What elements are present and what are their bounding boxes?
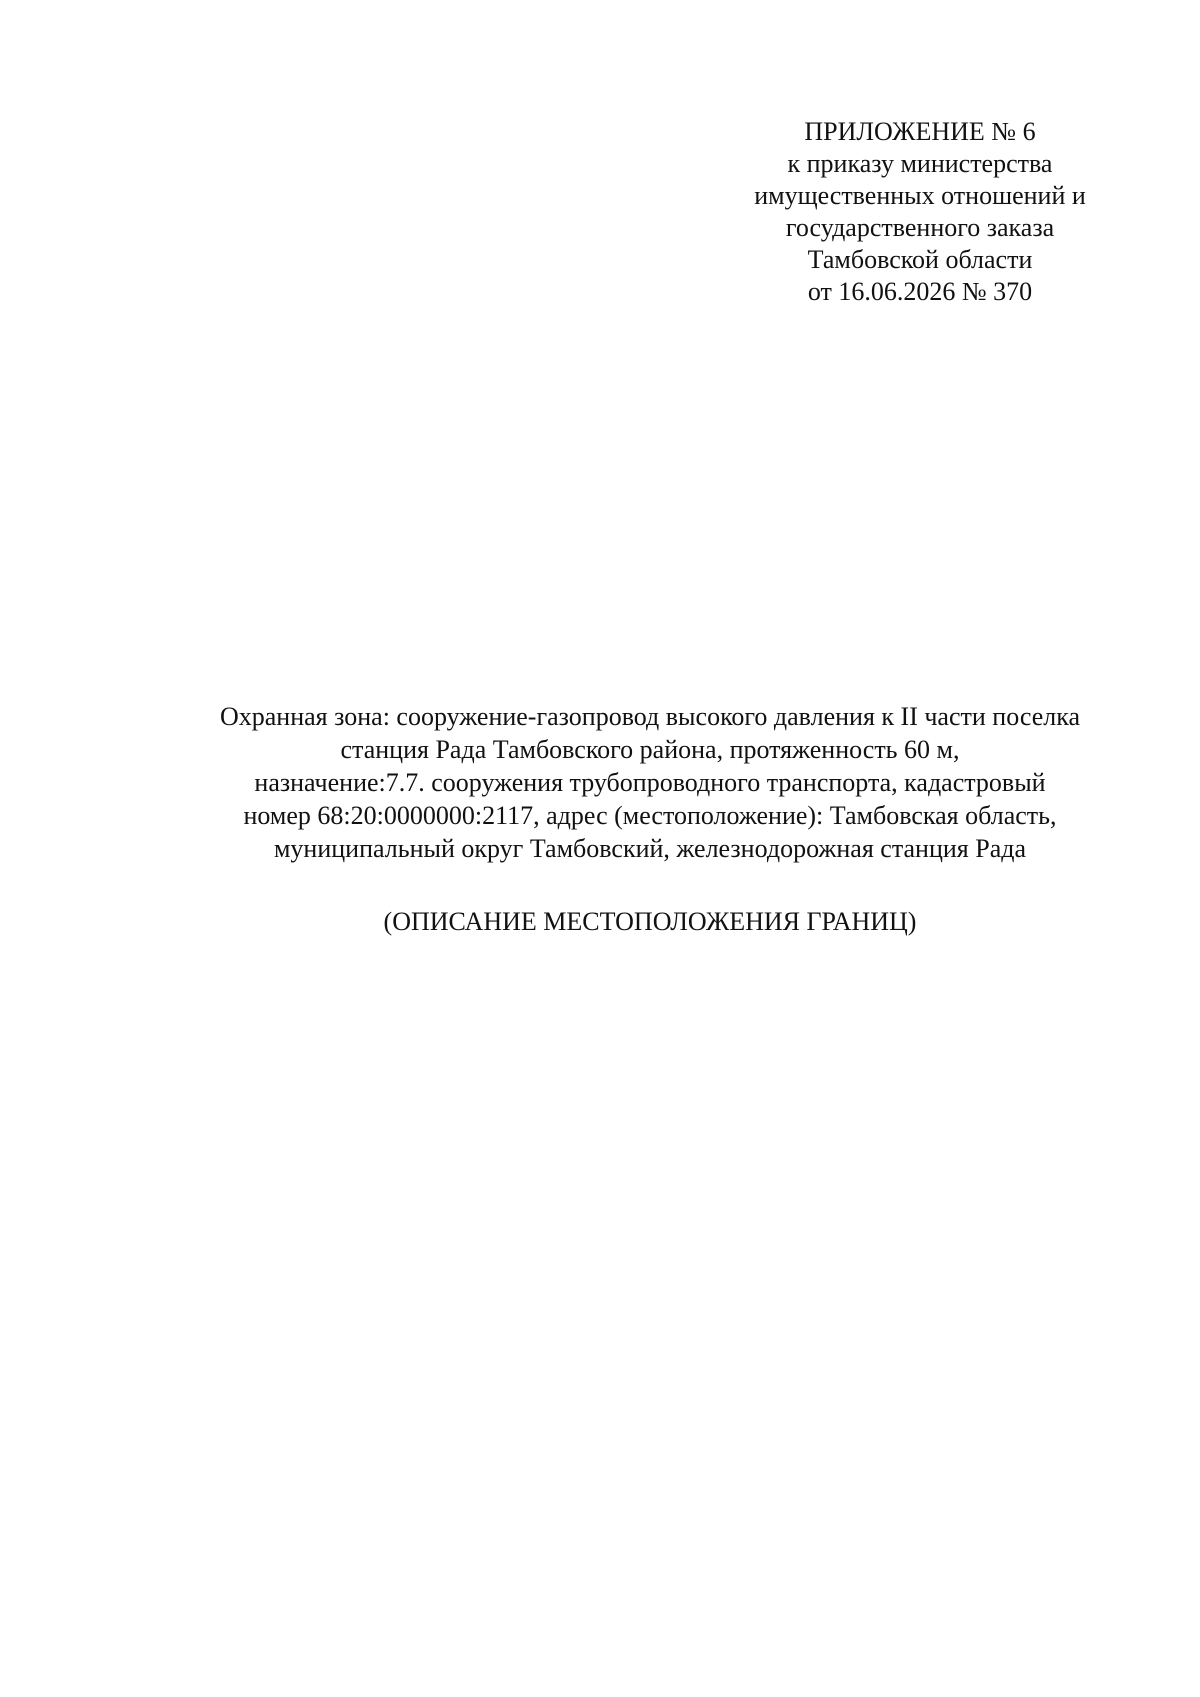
appendix-region: Тамбовской области (807, 245, 1033, 274)
description-line: Охранная зона: сооружение-газопровод высокого давления к II части поселка (219, 702, 1080, 731)
appendix-order-date-number: от 16.06.2026 № 370 (807, 277, 1033, 306)
appendix-ministry-line-2: государственного заказа (785, 213, 1055, 242)
description-line: муниципальный округ Тамбовский, железнодорожная станция Рада (273, 834, 1027, 863)
appendix-ministry-line-1: имущественных отношений и (754, 181, 1086, 210)
description-line: назначение:7.7. сооружения трубопроводного транспорта, кадастровый (254, 768, 1046, 797)
description-line: номер 68:20:0000000:2117, адрес (местоположение): Тамбовская область, (243, 801, 1057, 830)
appendix-title: ПРИЛОЖЕНИЕ № 6 (804, 117, 1036, 146)
appendix-header (720, 116, 1120, 308)
section-title: (ОПИСАНИЕ МЕСТОПОЛОЖЕНИЯ ГРАНИЦ) (383, 907, 917, 936)
appendix-order-reference: к приказу министерства (787, 149, 1053, 178)
description-line: станция Рада Тамбовского района, протяженность 60 м, (340, 735, 960, 764)
protection-zone-description (130, 700, 1170, 865)
